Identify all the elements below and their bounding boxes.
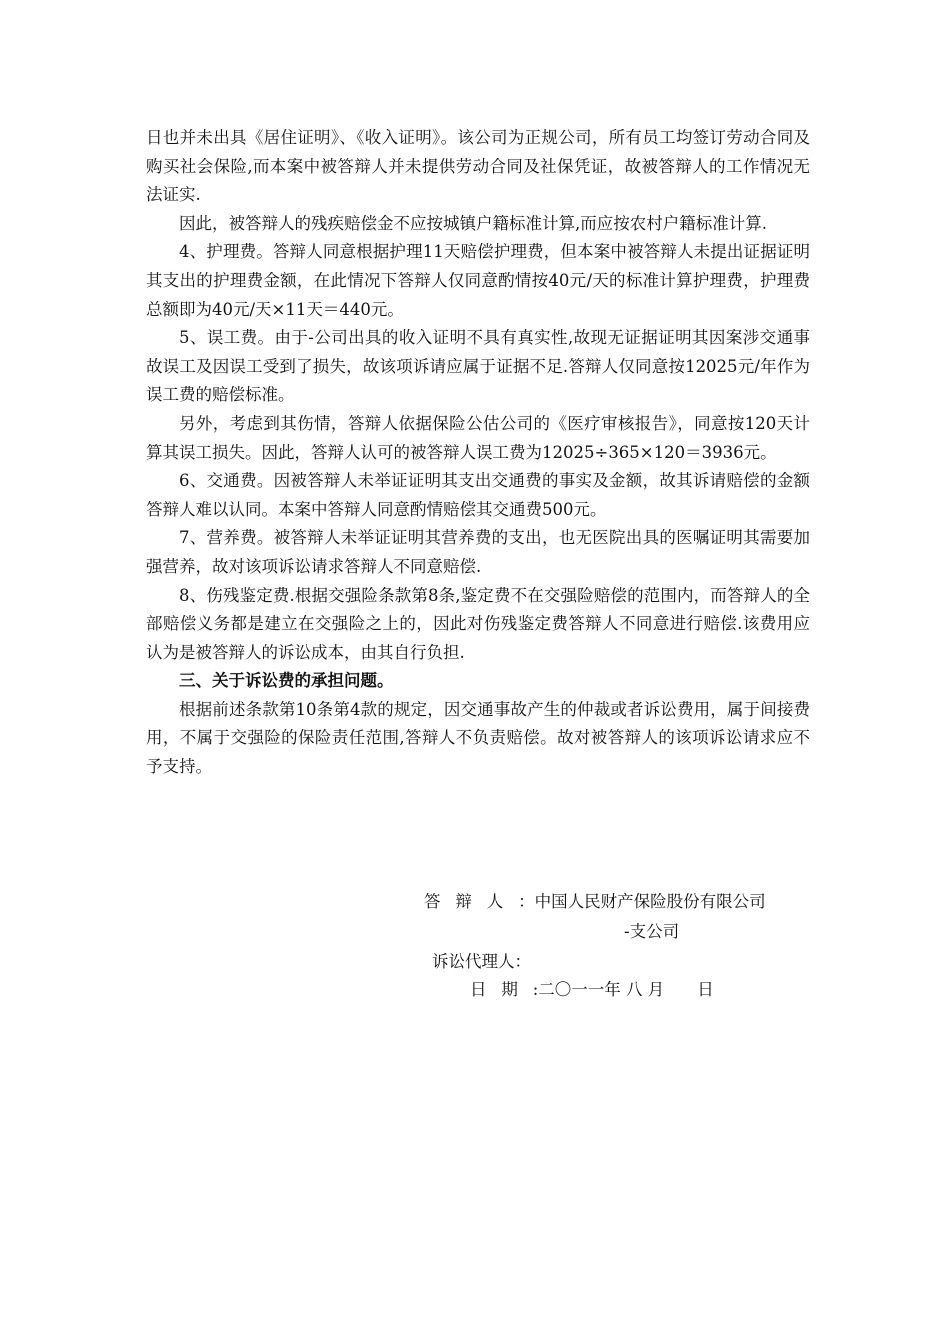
paragraph-nutrition-fee: 7、营养费。被答辩人未举证证明其营养费的支出，也无医院出具的医嘱证明其需要加强营养，故对该项诉讼请求答辩人不同意赔偿. — [146, 528, 810, 576]
date-value: :二〇一一年 八 月 日 — [532, 980, 714, 999]
paragraph-conclusion-disability: 因此，被答辩人的残疾赔偿金不应按城镇户籍标准计算,而应按农村户籍标准计算. — [179, 213, 767, 233]
section-heading-litigation-cost: 三、关于诉讼费的承担问题。 — [179, 671, 394, 691]
signature-respondent — [424, 888, 766, 916]
respondent-label: 答辩人 — [424, 892, 519, 911]
paragraph-appraisal-fee: 8、伤残鉴定费.根据交强险条款第8条,鉴定费不在交强险赔偿的范围内，而答辩人的全部赔偿义务都是建立在交强险之上的，因此对伤残鉴定费答辩人不同意进行赔偿.该费用应认为是被答辩人的诉讼成本，由其自行负担. — [146, 585, 810, 662]
paragraph-litigation-cost: 根据前述条款第10条第4款的规定，因交通事故产生的仲裁或者诉讼费用，属于间接费用，不属于交强险的保险责任范围,答辩人不负责赔偿。故对被答辩人的该项诉讼请求应不予支持。 — [146, 699, 810, 777]
paragraph-nursing-fee: 4、护理费。答辩人同意根据护理11天赔偿护理费，但本案中被答辩人未提出证据证明其支出的护理费金额，在此情况下答辩人仅同意酌情按40元/天的标准计算护理费，护理费总额即为40元/天×11天＝440元。 — [146, 242, 810, 319]
paragraph-continuation: 日也并未出具《居住证明》、《收入证明》。该公司为正规公司，所有员工均签订劳动合同及购买社会保险,而本案中被答辩人并未提供劳动合同及社保凭证，故被答辩人的工作情况无法证实. — [146, 128, 810, 205]
date-label: 日期 — [470, 980, 533, 999]
signature-date — [470, 976, 714, 1004]
paragraph-transport-fee: 6、交通费。因被答辩人未举证证明其支出交通费的事实及金额，故其诉请赔偿的金额答辩人难以认同。本案中答辩人同意酌情赔偿其交通费500元。 — [146, 471, 810, 519]
paragraph-lost-wages: 5、误工费。由于-公司出具的收入证明不具有真实性,故现无证据证明其因案涉交通事故误工及因误工受到了损失，故该项诉请应属于证据不足.答辩人仅同意按12025元/年作为误工费的赔偿标准。 — [146, 328, 810, 405]
document-body — [146, 124, 810, 782]
respondent-value: ：中国人民财产保险股份有限公司 — [518, 892, 766, 911]
signature-agent-label: 诉讼代理人： — [432, 952, 531, 971]
signature-branch: -支公司 — [624, 922, 680, 941]
paragraph-lost-wages-calculation: 另外，考虑到其伤情，答辩人依据保险公估公司的《医疗审核报告》，同意按120天计算其误工损失。因此，答辩人认可的被答辩人误工费为12025÷365×120＝3936元。 — [146, 413, 810, 462]
